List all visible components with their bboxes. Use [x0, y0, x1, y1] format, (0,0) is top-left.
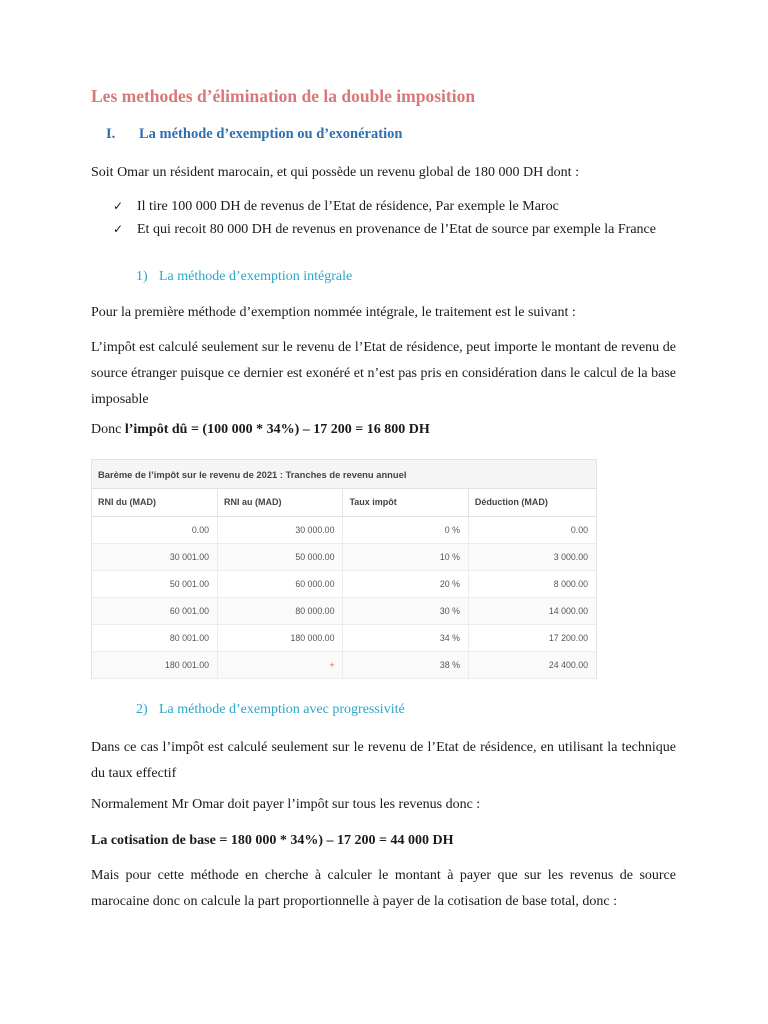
table-cell: 60 001.00 — [92, 597, 217, 624]
section-title: La méthode d’exemption ou d’exonération — [139, 126, 403, 142]
table-cell: + — [217, 651, 342, 678]
table-cell: 180 000.00 — [217, 624, 342, 651]
bullet-item — [113, 222, 656, 238]
subsection-heading — [136, 702, 405, 718]
table-header-cell: RNI au (MAD) — [217, 489, 342, 516]
table-cell: 0.00 — [468, 516, 596, 543]
table-cell: 80 000.00 — [217, 597, 342, 624]
table-row — [92, 543, 596, 570]
table-cell: 20 % — [343, 570, 468, 597]
table-row — [92, 597, 596, 624]
table-cell: 50 000.00 — [217, 543, 342, 570]
table-cell: 0.00 — [92, 516, 217, 543]
table-row — [92, 624, 596, 651]
table-cell: 24 400.00 — [468, 651, 596, 678]
result-line — [91, 417, 430, 443]
table-cell: 10 % — [343, 543, 468, 570]
table-cell: 180 001.00 — [92, 651, 217, 678]
table-cell: 30 % — [343, 597, 468, 624]
table-row — [92, 516, 596, 543]
table-cell: 80 001.00 — [92, 624, 217, 651]
section-heading — [106, 126, 402, 143]
section-number: I. — [106, 126, 116, 142]
result-prefix: Donc — [91, 422, 125, 437]
subsection-title: La méthode d’exemption intégrale — [159, 269, 353, 284]
table-header-cell: Taux impôt — [343, 489, 468, 516]
checkmark-icon: ✓ — [113, 199, 124, 213]
table-cell: 8 000.00 — [468, 570, 596, 597]
subsection-number: 1) — [136, 269, 148, 284]
table-cell: 50 001.00 — [92, 570, 217, 597]
table-cell: 17 200.00 — [468, 624, 596, 651]
paragraph: Pour la première méthode d’exemption nommée intégrale, le traitement est le suivant : — [91, 305, 576, 320]
table-cell: 3 000.00 — [468, 543, 596, 570]
paragraph: Dans ce cas l’impôt est calculé seulement sur le revenu de l’Etat de résidence, en utilisant la technique du taux effectif — [91, 740, 676, 781]
bullet-text: Il tire 100 000 DH de revenus de l’Etat de résidence, Par exemple le Maroc — [137, 199, 559, 214]
paragraph: L’impôt est calculé seulement sur le revenu de l’Etat de résidence, peut importe le montant de revenu de source étranger puisque ce dernier est exonéré et n’est pas pris en considération dans le calcul de la base imposable — [91, 340, 676, 407]
checkmark-icon: ✓ — [113, 222, 124, 236]
tax-bracket-table — [91, 459, 597, 679]
table-row — [92, 570, 596, 597]
table-cell: 14 000.00 — [468, 597, 596, 624]
subsection-heading — [136, 269, 352, 285]
table-cell: 0 % — [343, 516, 468, 543]
bullet-text: Et qui recoit 80 000 DH de revenus en provenance de l’Etat de source par exemple la France — [137, 222, 656, 237]
subsection-number: 2) — [136, 702, 148, 717]
intro-paragraph: Soit Omar un résident marocain, et qui possède un revenu global de 180 000 DH dont : — [91, 165, 579, 180]
table-cell: 30 000.00 — [217, 516, 342, 543]
result-formula: La cotisation de base = 180 000 * 34%) – 17 200 = 44 000 DH — [91, 833, 454, 848]
table-cell: 30 001.00 — [92, 543, 217, 570]
table-caption: Barème de l’impôt sur le revenu de 2021 : Tranches de revenu annuel — [92, 460, 596, 489]
document-title: Les methodes d’élimination de la double imposition — [91, 86, 476, 106]
result-formula: l’impôt dû = (100 000 * 34%) – 17 200 = 16 800 DH — [124, 422, 430, 437]
table-cell: 34 % — [343, 624, 468, 651]
table-header-cell: Déduction (MAD) — [468, 489, 596, 516]
subsection-title: La méthode d’exemption avec progressivité — [159, 702, 405, 717]
table-header-row — [92, 489, 596, 516]
table-cell: 38 % — [343, 651, 468, 678]
table-cell: 60 000.00 — [217, 570, 342, 597]
table-header-cell: RNI du (MAD) — [92, 489, 217, 516]
result-line — [91, 828, 453, 854]
table-grid — [92, 489, 596, 679]
bullet-item — [113, 199, 559, 215]
paragraph: Normalement Mr Omar doit payer l’impôt sur tous les revenus donc : — [91, 797, 481, 812]
paragraph: Mais pour cette méthode en cherche à calculer le montant à payer que sur les revenus de source marocaine donc on calcule la part proportionnelle à payer de la cotisation de base total, donc : — [91, 868, 676, 909]
table-row — [92, 651, 596, 678]
